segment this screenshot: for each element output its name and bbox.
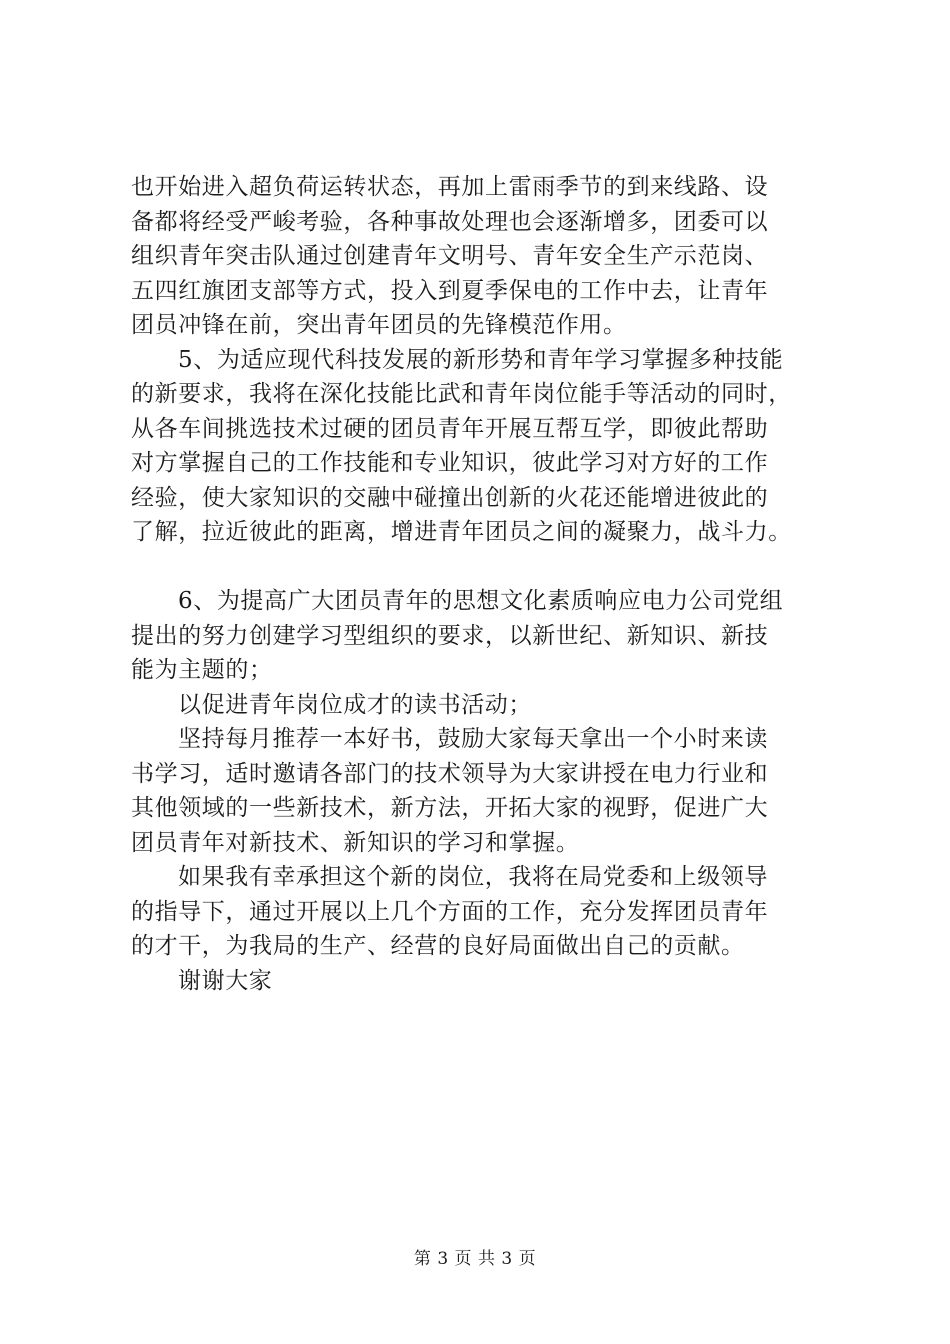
paragraph-reading-activity: 以促进青年岗位成才的读书活动； — [178, 691, 532, 718]
text-line: 对方掌握自己的工作技能和专业知识，彼此学习对方好的工作 — [131, 450, 769, 476]
paragraph-monthly-book: 坚持每月推荐一本好书，鼓励大家每天拿出一个小时来读 — [178, 726, 768, 752]
text-line: 的新要求，我将在深化技能比武和青年岗位能手等活动的同时， — [131, 381, 792, 407]
text-line: 的指导下，通过开展以上几个方面的工作，充分发挥团员青年 — [131, 898, 769, 925]
paragraph-gap — [131, 550, 836, 585]
text-line: 经验，使大家知识的交融中碰撞出创新的火花还能增进彼此的 — [131, 484, 769, 511]
paragraph-5-start: 5、为适应现代科技发展的新形势和青年学习掌握多种技能 — [178, 346, 784, 373]
text-line: 了解，拉近彼此的距离，增进青年团员之间的凝聚力，战斗力。 — [131, 519, 792, 545]
paragraph-6-start: 6、为提高广大团员青年的思想文化素质响应电力公司党组 — [178, 588, 784, 614]
text-line: 能为主题的； — [131, 657, 273, 683]
page-number-footer: 第 3 页 共 3 页 — [413, 1249, 537, 1269]
text-line: 书学习，适时邀请各部门的技术领导为大家讲授在电力行业和 — [131, 760, 769, 787]
text-line: 提出的努力创建学习型组织的要求，以新世纪、新知识、新技 — [131, 622, 769, 649]
text-line: 团员青年对新技术、新知识的学习和掌握。 — [131, 829, 580, 856]
thanks-line: 谢谢大家 — [178, 967, 273, 994]
paragraph-closing-start: 如果我有幸承担这个新的岗位，我将在局党委和上级领导 — [178, 864, 768, 890]
text-line: 从各车间挑选技术过硬的团员青年开展互帮互学，即彼此帮助 — [131, 415, 769, 442]
text-line: 备都将经受严峻考验，各种事故处理也会逐渐增多，团委可以 — [131, 208, 769, 235]
text-line: 五四红旗团支部等方式，投入到夏季保电的工作中去，让青年 — [131, 277, 769, 304]
text-line: 也开始进入超负荷运转状态，再加上雷雨季节的到来线路、设 — [131, 174, 769, 200]
text-line: 团员冲锋在前，突出青年团员的先锋模范作用。 — [131, 312, 627, 338]
text-line: 的才干，为我局的生产、经营的良好局面做出自己的贡献。 — [131, 933, 745, 959]
text-line: 组织青年突击队通过创建青年文明号、青年安全生产示范岗、 — [131, 243, 769, 269]
document-body — [131, 170, 836, 998]
text-line: 其他领域的一些新技术，新方法，开拓大家的视野，促进广大 — [131, 795, 769, 821]
